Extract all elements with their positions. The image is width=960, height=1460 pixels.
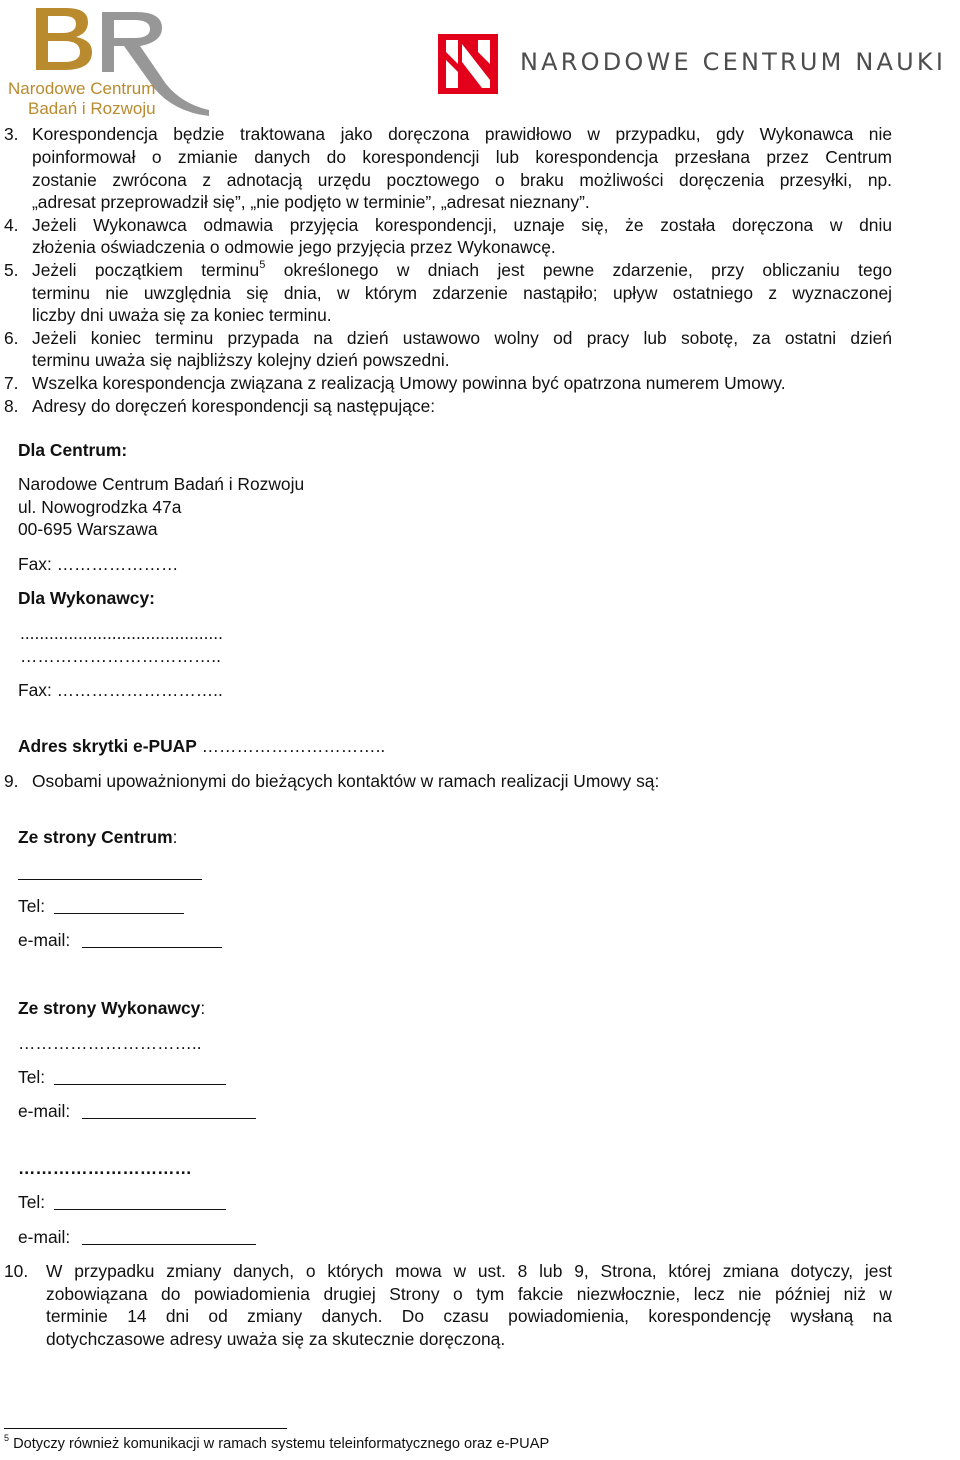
contact-person-placeholder: ………………………….. — [18, 1033, 202, 1053]
contact-tel-label: Tel: — [18, 896, 46, 916]
clause-7-text: Wszelka korespondencja związana z realizacją Umowy powinna być opatrzona numerem Umowy. — [32, 373, 786, 393]
clause-8-text: Adresy do doręczeń korespondencji są następujące: — [32, 396, 436, 416]
ncn-n-icon — [438, 34, 498, 94]
clause-5-number: 5. — [4, 260, 19, 280]
clause-5-line: liczby dni uważa się za koniec terminu. — [32, 305, 332, 325]
ncbr-logo-mark — [4, 0, 219, 122]
contact-email-label: e-mail: — [18, 1101, 71, 1121]
clause-3-line: „adresat przeprowadził się”, „nie podjęto w terminie”, „adresat nieznany”. — [32, 192, 590, 212]
wykonawca-address-heading: Dla Wykonawcy: — [18, 588, 155, 608]
footnote-mark: 5 — [4, 1433, 10, 1444]
clause-9-text: Osobami upoważnionymi do bieżących kontaktów w ramach realizacji Umowy są: — [32, 771, 660, 791]
contact-tel-label: Tel: — [18, 1067, 46, 1087]
epuap-label: Adres skrytki e-PUAP — [18, 736, 197, 756]
epuap-address — [18, 735, 385, 757]
clause-5-text-a: Jeżeli początkiem terminu — [32, 260, 260, 280]
contact-email-blank — [82, 1244, 256, 1245]
clause-6-number: 6. — [4, 328, 19, 348]
clause-10-line: zobowiązana do powiadomienia drugiej Strony o tym fakcie niezwłocznie, lecz nie później niż w — [46, 1284, 892, 1304]
centrum-street: ul. Nowogrodzka 47a — [18, 497, 182, 517]
contact-tel-blank — [54, 1209, 226, 1210]
wykonawca-fax: Fax: ……………………….. — [18, 680, 223, 700]
clause-9-number: 9. — [4, 771, 19, 791]
clause-10-number: 10. — [4, 1261, 29, 1281]
contact-email-label: e-mail: — [18, 930, 71, 950]
clause-5-line: terminu nie uwzględnia się dnia, w którym zdarzenie nastąpiło; upływ ostatniego z wyznaczonej — [32, 283, 892, 303]
clause-4-number: 4. — [4, 215, 19, 235]
contacts-wykonawca-heading-text: Ze strony Wykonawcy — [18, 998, 201, 1018]
clause-7-number: 7. — [4, 373, 19, 393]
contact-person-placeholder: ………………………… — [18, 1158, 192, 1178]
clause-5-line-first — [32, 259, 892, 281]
contact-tel-blank — [54, 913, 184, 914]
contact-tel-blank — [54, 1084, 226, 1085]
clause-10-line: dotychczasowe adresy uważa się za skutecznie doręczoną. — [46, 1329, 506, 1349]
clause-4-line: Jeżeli Wykonawca odmawia przyjęcia korespondencji, uznaje się, że została doręczona w dniu — [32, 215, 892, 235]
clause-4-line: złożenia oświadczenia o odmowie jego przyjęcia przez Wykonawcę. — [32, 237, 556, 257]
clause-5-text-b: określonego w dniach jest pewne zdarzenie, przy obliczaniu tego — [265, 260, 892, 280]
clause-3-line: poinformował o zmianie danych do korespondencji lub korespondencja przesłana przez Centrum — [32, 147, 892, 167]
clause-6-line: Jeżeli koniec terminu przypada na dzień ustawowo wolny od pracy lub sobotę, za ostatni dzień — [32, 328, 892, 348]
contact-email-label: e-mail: — [18, 1227, 71, 1247]
clause-8-number: 8. — [4, 396, 19, 416]
clause-3-number: 3. — [4, 124, 19, 144]
wykonawca-address-placeholder: .......................................... — [20, 623, 223, 643]
ncn-logo-text: NARODOWE CENTRUM NAUKI — [520, 48, 947, 76]
footnote — [4, 1433, 550, 1452]
clause-3-line: Korespondencja będzie traktowana jako doręczona prawidłowo w przypadku, gdy Wykonawca nie — [32, 124, 892, 144]
contact-name-blank — [18, 879, 202, 880]
ncn-logo-mark — [438, 34, 498, 94]
centrum-name: Narodowe Centrum Badań i Rozwoju — [18, 474, 305, 494]
centrum-address-heading: Dla Centrum: — [18, 440, 128, 460]
contacts-centrum-heading — [18, 826, 177, 848]
heading-colon: : — [200, 998, 206, 1018]
centrum-city: 00-695 Warszawa — [18, 519, 158, 539]
footnote-separator — [4, 1428, 287, 1429]
ncbr-logo-line1: Narodowe Centrum — [8, 79, 156, 98]
footnote-text: Dotyczy również komunikacji w ramach systemu teleinformatycznego oraz e-PUAP — [9, 1436, 550, 1452]
wykonawca-address-placeholder: …………………………….. — [20, 646, 221, 666]
contact-email-blank — [82, 1118, 256, 1119]
heading-colon: : — [172, 827, 178, 847]
centrum-fax: Fax: ………………… — [18, 554, 179, 574]
clause-6-line: terminu uważa się najbliższy kolejny dzień powszedni. — [32, 350, 450, 370]
contacts-centrum-heading-text: Ze strony Centrum — [18, 827, 173, 847]
ncbr-logo — [4, 0, 219, 122]
ncbr-logo-line2: Badań i Rozwoju — [28, 99, 156, 118]
contacts-wykonawca-heading — [18, 997, 205, 1019]
clause-10-line: terminie 14 dni od zmiany danych. Do czasu powiadomienia, korespondencję wysłaną na — [46, 1306, 892, 1326]
epuap-value: ………………………….. — [196, 736, 386, 756]
clause-10-line: W przypadku zmiany danych, o których mowa w ust. 8 lub 9, Strona, której zmiana dotyczy, jest — [46, 1261, 892, 1281]
contact-email-blank — [82, 947, 222, 948]
clause-3-line: zostanie zwrócona z adnotacją urzędu pocztowego o braku możliwości doręczenia przesyłki, np. — [32, 170, 892, 190]
contact-tel-label: Tel: — [18, 1192, 46, 1212]
footnote-reference: 5 — [259, 259, 266, 272]
